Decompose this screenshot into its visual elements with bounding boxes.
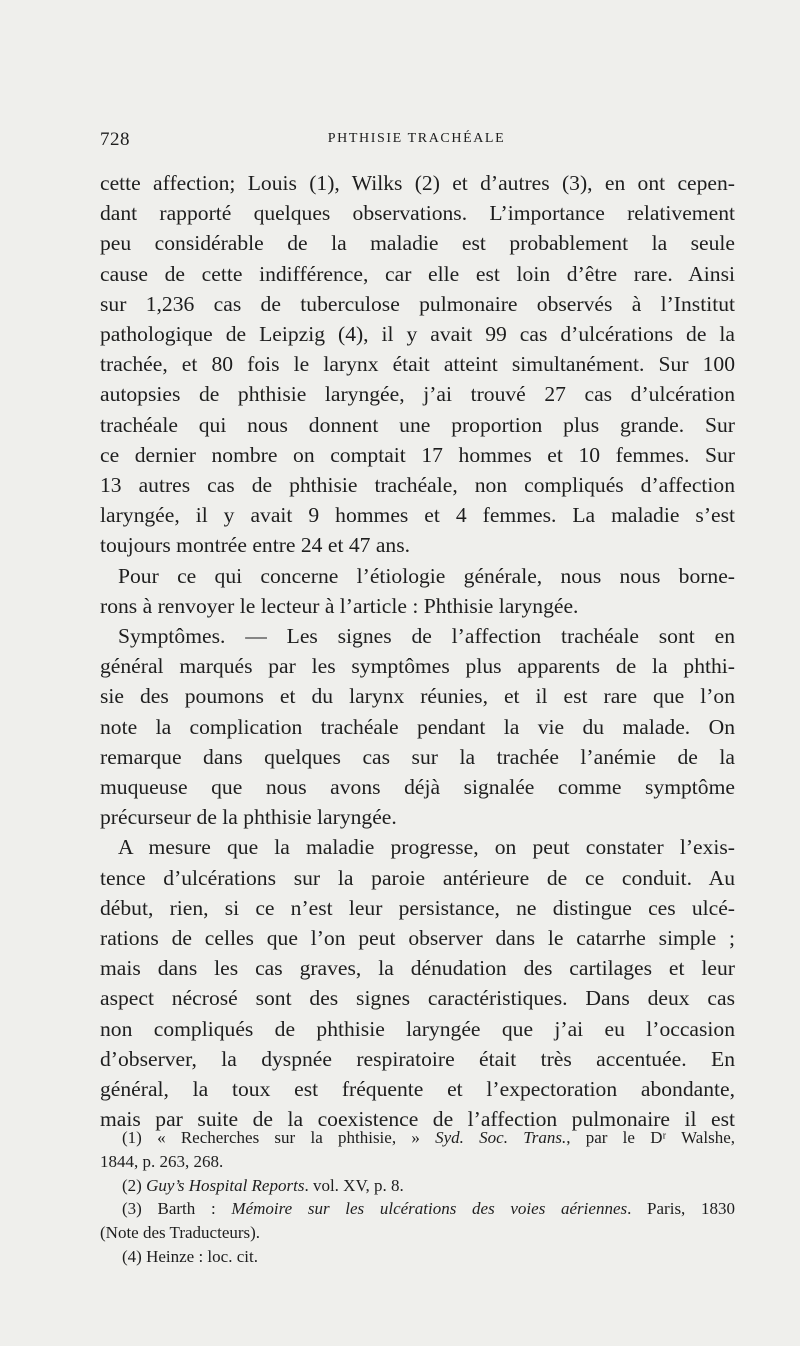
text-line: rons à renvoyer le lecteur à l’article : Phthisie laryngée.	[100, 593, 579, 618]
footnote-text: . vol. XV, p. 8.	[304, 1175, 404, 1195]
text-line: note la complication trachéale pendant la vie du malade. On	[100, 714, 735, 739]
text-line: pathologique de Leipzig (4), il y avait 99 cas d’ulcérations de la	[100, 322, 735, 347]
running-head: PHTHISIE TRACHÉALE	[327, 131, 506, 146]
text-line: Pour ce qui concerne l’étiologie générale, nous nous borne-	[118, 563, 735, 588]
paragraph-symptoms	[100, 621, 735, 832]
text-line: 13 autres cas de phthisie trachéale, non compliqués d’affection	[100, 473, 735, 498]
text-line: mais par suite de la coexistence de l’affection pulmonaire il est	[100, 1107, 735, 1132]
text-line: sie des poumons et du larynx réunies, et il est rare que l’on	[100, 684, 735, 709]
symptoms-heading-line: Symptômes. — Les signes de l’affection trachéale sont en	[118, 624, 735, 649]
body-text	[100, 168, 735, 1135]
footnote-line	[100, 1174, 735, 1198]
footnote-text: (2)	[122, 1175, 147, 1195]
text-line: début, rien, si ce n’est leur persistance, ne distingue ces ulcé-	[100, 895, 735, 920]
text-line: d’observer, la dyspnée respiratoire était très accentuée. En	[100, 1046, 735, 1071]
text-line: aspect nécrosé sont des signes caractéristiques. Dans deux cas	[100, 986, 735, 1011]
footnote-text: , par le Dʳ Walshe,	[566, 1128, 735, 1147]
text-line: précurseur de la phthisie laryngée.	[100, 805, 397, 830]
page-header	[100, 129, 733, 155]
footnote-line: 1844, p. 263, 268.	[100, 1151, 224, 1171]
footnote-citation: Mémoire sur les ulcérations des voies aériennes	[231, 1199, 628, 1219]
paragraph-etiology	[100, 561, 735, 621]
footnotes	[100, 1126, 735, 1269]
text-line: A mesure que la maladie progresse, on peut constater l’exis-	[118, 835, 735, 860]
text-line: non compliqués de phthisie laryngée que j’ai eu l’occasion	[100, 1016, 735, 1041]
text-line: dant rapporté quelques observations. L’importance relativement	[100, 201, 735, 226]
footnote-line	[100, 1197, 735, 1221]
text-line: cause de cette indifférence, car elle est loin d’être rare. Ainsi	[100, 261, 735, 286]
text-line: muqueuse que nous avons déjà signalée comme symptôme	[100, 775, 735, 800]
page-number: 728	[100, 129, 130, 150]
footnote-text: (1) « Recherches sur la phthisie, »	[122, 1128, 436, 1147]
text-line: peu considérable de la maladie est probablement la seule	[100, 231, 735, 256]
footnote-3	[100, 1197, 735, 1245]
paragraph-progression	[100, 832, 735, 1134]
footnote-line	[100, 1126, 735, 1150]
footnote-citation: Syd. Soc. Trans.	[435, 1128, 567, 1147]
text-line: ce dernier nombre on comptait 17 hommes et 10 femmes. Sur	[100, 442, 735, 467]
text-line: général marqués par les symptômes plus apparents de la phthi-	[100, 654, 735, 679]
footnote-line: (Note des Traducteurs).	[100, 1223, 261, 1243]
footnote-1	[100, 1126, 735, 1174]
text-line: rations de celles que l’on peut observer dans le catarrhe simple ;	[100, 926, 735, 951]
text-line: mais dans les cas graves, la dénudation des cartilages et leur	[100, 956, 735, 981]
footnote-text: . Paris, 1830	[627, 1199, 735, 1219]
footnote-4	[100, 1245, 735, 1269]
text-line: remarque dans quelques cas sur la trachée l’anémie de la	[100, 744, 735, 769]
text-line: cette affection; Louis (1), Wilks (2) et d’autres (3), en ont cepen-	[100, 171, 735, 195]
footnote-2	[100, 1174, 735, 1198]
text-line: toujours montrée entre 24 et 47 ans.	[100, 533, 411, 558]
footnote-citation: Guy’s Hospital Reports	[146, 1175, 305, 1195]
text-line: autopsies de phthisie laryngée, j’ai trouvé 27 cas d’ulcération	[100, 382, 735, 407]
text-line: général, la toux est fréquente et l’expectoration abondante,	[100, 1077, 735, 1102]
footnote-text: (3) Barth :	[122, 1199, 232, 1219]
text-line: trachéale qui nous donnent une proportion plus grande. Sur	[100, 412, 735, 437]
text-line: tence d’ulcérations sur la paroie antérieure de ce conduit. Au	[100, 865, 735, 890]
paragraph-statistics	[100, 168, 735, 561]
text-line: laryngée, il y avait 9 hommes et 4 femmes. La maladie s’est	[100, 503, 735, 528]
footnote-line: (4) Heinze : loc. cit.	[122, 1246, 258, 1266]
text-line: sur 1,236 cas de tuberculose pulmonaire observés à l’Institut	[100, 291, 735, 316]
text-line: trachée, et 80 fois le larynx était atteint simultanément. Sur 100	[100, 352, 735, 377]
